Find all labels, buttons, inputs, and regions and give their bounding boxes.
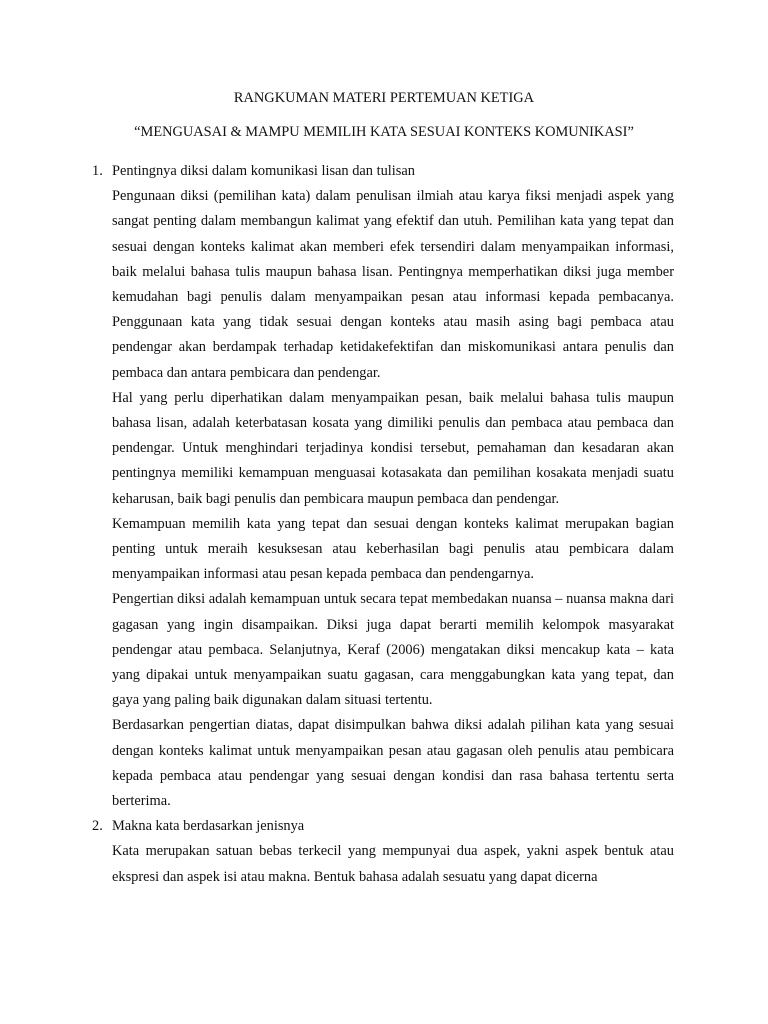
section-1 bbox=[0, 159, 768, 814]
section-heading bbox=[0, 159, 768, 184]
section-2 bbox=[0, 814, 768, 890]
paragraph: Pengertian diksi adalah kemampuan untuk secara tepat membedakan nuansa – nuansa makna dari gagasan yang ingin disampaikan. Diksi juga dapat berarti memilih kelompok masyarakat pendengar atau pembaca. Selanjutnya, Keraf (2006) mengatakan diksi mencakup kata – kata yang dipakai untuk menyampaikan suatu gagasan, cara menggabungkan kata yang tepat, dan gaya yang paling baik digunakan dalam situasi tertentu. bbox=[112, 591, 674, 709]
section-heading-text: Makna kata berdasarkan jenisnya bbox=[112, 818, 305, 835]
paragraph: Hal yang perlu diperhatikan dalam menyampaikan pesan, baik melalui bahasa tulis maupun bahasa lisan, adalah keterbatasan kosata yang dimiliki penulis dan pembaca atau pembaca dan pendengar. Untuk menghindari terjadinya kondisi tersebut, pemahaman dan kesadaran akan pentingnya memiliki kemampuan menguasai kotasakata dan pemilihan kosakata menjadi suatu keharusan, baik bagi penulis dan pembicara maupun pembaca dan pendengar. bbox=[112, 389, 674, 507]
section-number: 1. bbox=[92, 163, 103, 179]
paragraph: Berdasarkan pengertian diatas, dapat disimpulkan bahwa diksi adalah pilihan kata yang sesuai dengan konteks kalimat untuk menyampaikan pesan atau gagasan oleh penulis atau pembicara kepada pembaca atau pendengar yang sesuai dengan kondisi dan rasa bahasa tertentu serta berterima. bbox=[112, 717, 674, 810]
section-heading bbox=[0, 814, 768, 839]
section-number: 2. bbox=[92, 818, 103, 835]
document-body bbox=[0, 159, 768, 890]
paragraph: Kemampuan memilih kata yang tepat dan sesuai dengan konteks kalimat merupakan bagian penting untuk meraih kesuksesan atau keberhasilan bagi penulis atau pembicara dalam menyampaikan informasi atau pesan kepada pembaca dan pendengarnya. bbox=[112, 515, 674, 583]
document-title: RANGKUMAN MATERI PERTEMUAN KETIGA bbox=[233, 90, 535, 106]
document-subtitle: “MENGUASAI & MAMPU MEMILIH KATA SESUAI KONTEKS KOMUNIKASI” bbox=[134, 124, 634, 140]
section-heading-text: Pentingnya diksi dalam komunikasi lisan dan tulisan bbox=[112, 163, 415, 179]
paragraph: Kata merupakan satuan bebas terkecil yang mempunyai dua aspek, yakni aspek bentuk atau ekspresi dan aspek isi atau makna. Bentuk bahasa adalah sesuatu yang dapat dicerna bbox=[112, 843, 674, 885]
paragraph: Pengunaan diksi (pemilihan kata) dalam penulisan ilmiah atau karya fiksi menjadi aspek yang sangat penting dalam membangun kalimat yang efektif dan utuh. Pemilihan kata yang tepat dan sesuai dengan konteks kalimat akan memberi efek tersendiri dalam menyampaikan informasi, baik melalui bahasa tulis maupun bahasa lisan. Pentingnya memperhatikan diksi juga member kemudahan bagi penulis dalam menyampaikan pesan atau informasi kepada pembacanya. Penggunaan kata yang tidak sesuai dengan konteks atau masih asing bagi pembaca atau pendengar akan berdampak terhadap ketidakefektifan dan miskomunikasi antara penulis dan pembaca dan antara pembicara dan pendengar. bbox=[112, 188, 674, 381]
